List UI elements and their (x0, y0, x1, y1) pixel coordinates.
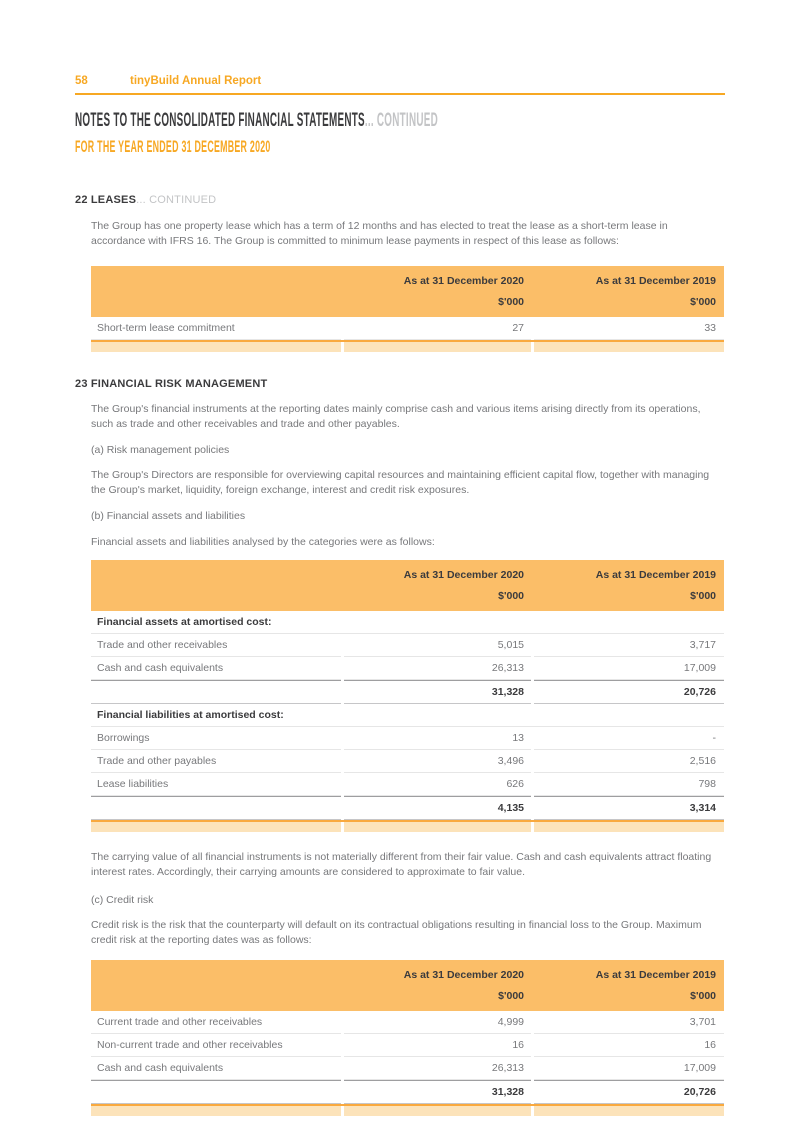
footer-segment (344, 342, 531, 352)
footer-segment (91, 1106, 341, 1116)
column-unit-2020: $'000 (498, 990, 524, 1002)
row-label: Cash and cash equivalents (91, 1057, 341, 1080)
report-brand: tinyBuild Annual Report (130, 75, 262, 87)
table-row (91, 634, 724, 657)
table-row (91, 657, 724, 680)
value-2019: 16 (534, 1034, 724, 1057)
table-row (91, 727, 724, 750)
section-heading-risk-text: 23 FINANCIAL RISK MANAGEMENT (75, 378, 268, 390)
column-unit-2020: $'000 (498, 590, 524, 602)
header-rule (75, 93, 725, 95)
table-assets-liabilities (91, 560, 724, 832)
table-row (91, 1057, 724, 1080)
footer-segment (534, 822, 724, 832)
document-subtitle-text: FOR THE YEAR ENDED 31 DECEMBER 2020 (75, 137, 271, 156)
column-unit-2020: $'000 (498, 296, 524, 308)
paragraph-leases-intro: The Group has one property lease which has a term of 12 months and has elected to treat the lease as a short-term lease in accordance with IFRS 16. The Group is committed to minimum lease payments in respect of this lease as follows: (91, 220, 668, 247)
column-header-2020: As at 31 December 2020 (403, 569, 524, 581)
page-header (75, 75, 725, 87)
column-header-2019: As at 31 December 2019 (595, 969, 716, 981)
table-header-spacer (91, 275, 341, 309)
row-label: Lease liabilities (91, 773, 341, 796)
column-header-2020: As at 31 December 2020 (403, 969, 524, 981)
row-label: Trade and other payables (91, 750, 341, 773)
footer-segment (344, 822, 531, 832)
table-header-col-2019 (534, 275, 724, 309)
column-unit-2019: $'000 (690, 590, 716, 602)
row-label: Financial assets at amortised cost: (91, 611, 724, 634)
value-2019: 798 (534, 773, 724, 796)
table-header-col-2020 (344, 275, 531, 309)
paragraph-credit-risk: Credit risk is the risk that the counterparty will default on its contractual obligations resulting in financial loss to the Group. Maximum credit risk at the reporting dates was as follows: (91, 919, 702, 946)
value-2020: 31,328 (344, 1080, 531, 1104)
table-row (91, 1080, 724, 1104)
value-2020: 26,313 (344, 1057, 531, 1080)
table-header-col-2020 (344, 969, 531, 1003)
footer-segment (534, 1106, 724, 1116)
paragraph-directors: The Group's Directors are responsible for overviewing capital resources and maintaining efficient capital flow, together with managing the Group's market, liquidity, foreign exchange, interest and credit risk exposures. (91, 469, 710, 496)
value-2020: 626 (344, 773, 531, 796)
footer-segment (91, 342, 341, 352)
table-footer-bar (91, 342, 724, 352)
table-row (91, 1011, 724, 1034)
value-2020: 4,135 (344, 796, 531, 820)
section-heading-risk (75, 378, 725, 390)
value-2019: 3,314 (534, 796, 724, 820)
value-2020: 13 (344, 727, 531, 750)
table-row (91, 704, 724, 727)
row-label (91, 796, 341, 820)
footer-segment (91, 822, 341, 832)
value-2019: 17,009 (534, 1057, 724, 1080)
row-label: Financial liabilities at amortised cost: (91, 704, 724, 727)
value-2020: 26,313 (344, 657, 531, 680)
value-2019: 33 (534, 317, 724, 340)
subheading-credit-risk: (c) Credit risk (91, 894, 154, 906)
table-footer-bar (91, 1106, 724, 1116)
table-header (91, 560, 724, 611)
table-header (91, 266, 724, 317)
column-header-2019: As at 31 December 2019 (595, 275, 716, 287)
value-2019: 2,516 (534, 750, 724, 773)
document-title-continued: ... CONTINUED (364, 110, 438, 131)
value-2020: 5,015 (344, 634, 531, 657)
subheading-risk-policies: (a) Risk management policies (91, 444, 230, 456)
table-row (91, 796, 724, 820)
table-lease-commitments (91, 266, 724, 352)
document-subtitle (75, 138, 800, 157)
value-2020: 16 (344, 1034, 531, 1057)
table-header-spacer (91, 569, 341, 603)
value-2020: 4,999 (344, 1011, 531, 1034)
row-label: Cash and cash equivalents (91, 657, 341, 680)
row-label (91, 1080, 341, 1104)
table-row (91, 750, 724, 773)
row-label: Current trade and other receivables (91, 1011, 341, 1034)
table-header-col-2019 (534, 569, 724, 603)
table-row (91, 680, 724, 704)
document-title-main: NOTES TO THE CONSOLIDATED FINANCIAL STATEMENTS (75, 110, 365, 131)
paragraph-categories: Financial assets and liabilities analysed by the categories were as follows: (91, 536, 435, 548)
value-2020: 3,496 (344, 750, 531, 773)
table-row (91, 773, 724, 796)
section-heading-leases-number: 22 LEASES (75, 194, 137, 206)
document-title (75, 111, 800, 131)
table-footer-bar (91, 822, 724, 832)
footer-segment (534, 342, 724, 352)
row-label: Short-term lease commitment (91, 317, 341, 340)
row-label (91, 680, 341, 704)
table-header (91, 960, 724, 1011)
value-2019: 20,726 (534, 680, 724, 704)
value-2019: 3,717 (534, 634, 724, 657)
table-row (91, 1034, 724, 1057)
column-header-2020: As at 31 December 2020 (403, 275, 524, 287)
value-2020: 31,328 (344, 680, 531, 704)
section-heading-leases (75, 194, 725, 206)
table-header-spacer (91, 969, 341, 1003)
value-2019: 3,701 (534, 1011, 724, 1034)
table-row (91, 317, 724, 340)
table-row (91, 611, 724, 634)
value-2019: 17,009 (534, 657, 724, 680)
row-label: Non-current trade and other receivables (91, 1034, 341, 1057)
column-header-2019: As at 31 December 2019 (595, 569, 716, 581)
value-2019: - (534, 727, 724, 750)
value-2019: 20,726 (534, 1080, 724, 1104)
subheading-financial-assets: (b) Financial assets and liabilities (91, 510, 246, 522)
row-label: Trade and other receivables (91, 634, 341, 657)
paragraph-carrying-value: The carrying value of all financial instruments is not materially different from their fair value. Cash and cash equivalents attract floating interest rates. Accordingly, their carrying amounts are considered to approximate to fair value. (91, 851, 712, 878)
column-unit-2019: $'000 (690, 990, 716, 1002)
table-credit-risk (91, 960, 724, 1116)
footer-segment (344, 1106, 531, 1116)
table-header-col-2019 (534, 969, 724, 1003)
row-label: Borrowings (91, 727, 341, 750)
paragraph-instruments: The Group's financial instruments at the reporting dates mainly comprise cash and various items arising directly from its operations, such as trade and other receivables and trade and other payables. (91, 403, 701, 430)
value-2020: 27 (344, 317, 531, 340)
table-header-col-2020 (344, 569, 531, 603)
column-unit-2019: $'000 (690, 296, 716, 308)
section-heading-leases-continued: ... CONTINUED (136, 194, 217, 206)
page-number: 58 (75, 75, 88, 87)
